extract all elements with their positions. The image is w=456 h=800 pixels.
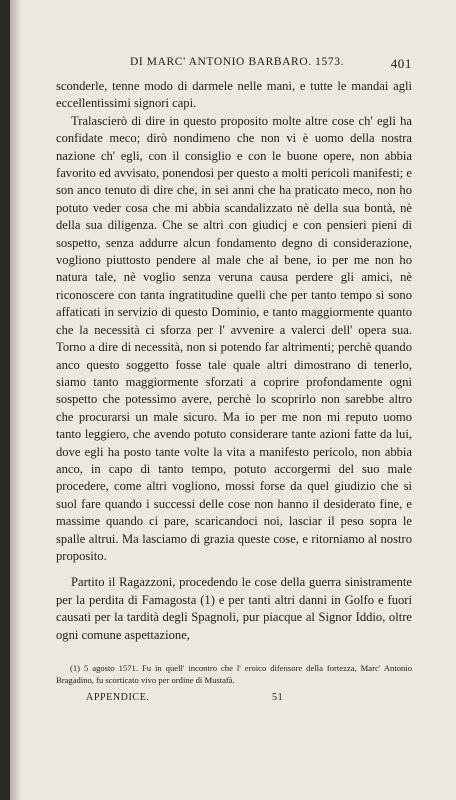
body-text: [56, 78, 412, 644]
page-footer: [86, 692, 326, 706]
signature-mark: 51: [272, 692, 284, 703]
appendix-label: APPENDICE.: [86, 692, 150, 703]
paragraph: Tralascierò di dire in questo proposito molte altre cose ch' egli ha confidate meco; dirò nondimeno che non vi è uomo della nostra nazione ch' egli, con il consiglio e con le buone opere, non abbia favorito ed avvisato, ponendosi per questo a molti pericoli manifesti; e son anco tenuto di dire che, in sei anni che ha praticato meco, non ho potuto veder cosa che mi abbia scandalizzato nè della sua bontà, nè della sua diligenza. Che se altri con giudicj e con pensieri pieni di sospetto, senza addurre alcun fondamento degno di considerazione, vogliono piuttosto pendere al male che al bene, io per me non ho natura tale, nè voglio senza veruna causa perdere gli amici, nè riconoscere con tanta ingratitudine quelli che per tanto tempo si sono affaticati in servizio di questo Dominio, e tanto maggiormente quanto che la necessità ci sforza per l' avvenire a valerci dell' opera sua. Torno a dire di necessità, non si potendo far altrimenti; perchè quando anco questo soggetto fosse tale quale altri dimostrano di tenerlo, siamo tanto maggiormente sforzati a coprire profondamente ogni sospetto che potessimo avere, perchè lo scoprirlo non sarebbe altro che procurarsi un male sicuro. Ma io per me non mi reputo uomo tanto leggiero, che avendo potuto considerare tante azioni fatte da lui, dove egli ha posto tante volte la vita a manifesto pericolo, non abbia anco, in capo di tanto tempo, potuto accorgermi del suo male procedere, come altri vogliono, mossi forse da quel giudizio che si suol fare quando i successi delle cose non hanno il desiderato fine, e massime quando ci pare, scaricandoci noi, lasciar il peso sopra le spalle altrui. Ma lasciamo di grazia queste cose, e ritorniamo al nostro proposito.: [56, 113, 412, 563]
footnote: [56, 663, 412, 686]
running-title: DI MARC' ANTONIO BARBARO. 1573.: [130, 56, 345, 68]
page-gutter-shadow: [10, 0, 22, 800]
footnote-text: (1) 5 agosto 1571. Fu in quell' incontro che l' eroico difensore della fortezza, Marc' Antonio Bragadino, fu scorticato vivo per ordine di Mustafà.: [56, 663, 412, 685]
book-page: [10, 0, 456, 800]
page-number: 401: [390, 56, 412, 71]
running-header: [56, 56, 412, 72]
paragraph: Partito il Ragazzoni, procedendo le cose della guerra sinistramente per la perdita di Famagosta (1) e per tanti altri danni in Golfo e fuori causati per la tardità degli Spagnoli, pur piacque al Signor Iddio, oltre ogni comune aspettazione,: [56, 575, 412, 642]
paragraph-continuation: sconderle, tenne modo di darmele nelle mani, e tutte le mandai agli eccellentissimi signori capi.: [56, 79, 412, 111]
